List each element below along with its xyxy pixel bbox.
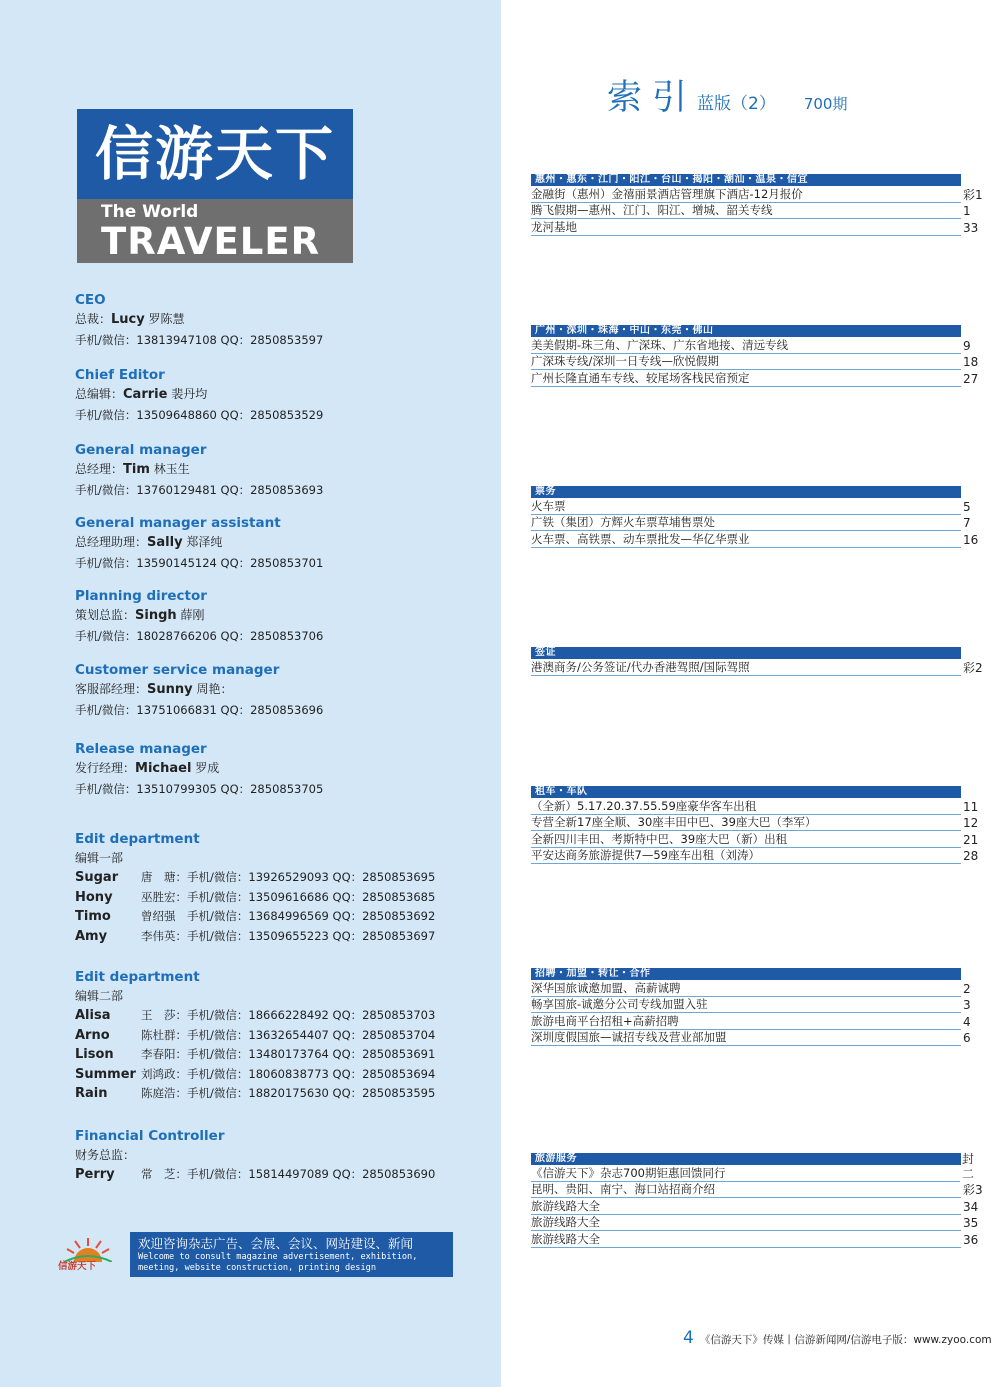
index-entry[interactable]: 旅游线路大全 34 (531, 1198, 979, 1214)
dept-member: Sugar 唐 瑭：手机/微信：13926529093 QQ：2850853695 (75, 870, 436, 885)
staff-name-line: 总经理助理：Sally 郑泽纯 (75, 535, 223, 550)
page-footer (683, 1328, 992, 1348)
index-entry[interactable]: 深圳度假国旅—诚招专线及营业部加盟 6 (531, 1030, 971, 1045)
staff-name-line: 发行经理：Michael 罗成 (75, 761, 220, 776)
staff-name-line: 总裁：Lucy 罗陈慧 (75, 312, 185, 327)
dept-member: Hony 巫胜宏：手机/微信：13509616686 QQ：2850853685 (75, 889, 436, 905)
staff-role: General manager assistant (75, 515, 281, 531)
small-logo (52, 1236, 126, 1278)
dept-role: Edit department (75, 831, 200, 847)
dept-member: Arno 陈杜群：手机/微信：13632654407 QQ：2850853704 (75, 1027, 436, 1043)
staff-gm-assistant (75, 514, 323, 573)
section-header: 招聘・加盟・转让・合作 (531, 968, 961, 980)
index-title-sub: 蓝版（2） (697, 94, 776, 114)
issue-number: 700期 (803, 95, 848, 113)
staff-contact: 手机/微信：13509648860 QQ：2850853529 (75, 408, 324, 422)
index-section (531, 968, 986, 1046)
index-entry[interactable]: （全新）5.17.20.37.55.59座豪华客车出租 11 (531, 798, 979, 814)
staff-name-line: 策划总监：Singh 薛刚 (75, 608, 205, 623)
index-section (531, 647, 986, 676)
masthead-logo (77, 109, 353, 263)
section-header: 租车・车队 (531, 786, 961, 798)
staff-role: Customer service manager (75, 662, 280, 678)
index-entry[interactable]: 深华国旅诚邀加盟、高薪诚聘 2 (531, 980, 971, 996)
dept-sub: 财务总监： (75, 1148, 136, 1162)
section-header: 惠州・惠东・江门・阳江・台山・揭阳・潮汕・温泉・信宜 (531, 174, 961, 186)
staff-name-line: 客服部经理：Sunny 周艳： (75, 682, 233, 697)
staff-contact: 手机/微信：13751066831 QQ：2850853696 (75, 703, 324, 717)
staff-role: General manager (75, 442, 207, 458)
staff-role: Planning director (75, 588, 207, 604)
index-section (531, 174, 986, 236)
dept-member: Alisa 王 莎：手机/微信：18666228492 QQ：2850853703 (75, 1008, 436, 1023)
index-entry[interactable]: 全新四川丰田、考斯特中巴、39座大巴（新）出租 21 (531, 831, 979, 847)
consult-banner (52, 1228, 454, 1278)
staff-release-manager (75, 740, 323, 799)
staff-role: Chief Editor (75, 367, 165, 383)
index-entry[interactable]: 腾飞假期—惠州、江门、阳江、增城、韶关专线 1 (531, 203, 971, 218)
index-section (531, 325, 986, 387)
index-title (607, 70, 847, 120)
banner-cn: 欢迎咨询杂志广告、会展、会议、网站建设、新闻 (138, 1236, 414, 1251)
index-section (531, 486, 986, 548)
financial-controller (75, 1127, 435, 1185)
staff-name-en: Michael (135, 761, 192, 776)
dept-member: Timo 曾绍强 手机/微信：13684996569 QQ：2850853692 (75, 909, 436, 924)
index-entry[interactable]: 火车票、高铁票、动车票批发—华亿华票业 16 (531, 531, 979, 547)
dept-sub: 编辑二部 (75, 989, 124, 1003)
section-header: 票务 (531, 486, 961, 498)
dept-member: Summer 刘鸿政：手机/微信：18060838773 QQ：2850853694 (75, 1066, 436, 1082)
index-entry[interactable]: 龙河基地 33 (531, 219, 979, 235)
staff-ceo (75, 291, 323, 350)
staff-contact: 手机/微信：13510799305 QQ：2850853705 (75, 782, 324, 796)
small-logo-text: 信游天下 (58, 1261, 97, 1272)
staff-name-en: Sunny (147, 682, 193, 697)
dept-role: Edit department (75, 969, 200, 985)
staff-name-en: Singh (135, 608, 177, 623)
staff-general-manager (75, 441, 323, 500)
index-entry[interactable]: 旅游线路大全 35 (531, 1215, 979, 1230)
index-entry[interactable]: 港澳商务/公务签证/代办香港驾照/国际驾照 彩2 (531, 659, 983, 675)
staff-contact: 手机/微信：13813947108 QQ：2850853597 (75, 333, 324, 347)
index-entry[interactable]: 美美假期-珠三角、广深珠、广东省地接、清远专线 9 (531, 337, 971, 353)
edit-department-2 (75, 968, 435, 1104)
logo-chinese: 信游天下 (77, 109, 353, 199)
staff-name-en: Lucy (111, 312, 145, 327)
index-entry[interactable]: 平安达商务旅游提供7—59座车出租（刘涛） 28 (531, 848, 979, 863)
index-entry[interactable]: 广州长隆直通车专线、较尾场客栈民宿预定 27 (531, 370, 979, 386)
dept-member: Lison 李春阳：手机/微信：13480173764 QQ：2850853691 (75, 1047, 436, 1062)
staff-name-line: 总经理：Tim 林玉生 (75, 462, 190, 477)
index-section (531, 1153, 986, 1248)
staff-name-en: Sally (147, 535, 183, 550)
index-entry[interactable]: 广深珠专线/深圳一日专线—欣悦假期 18 (531, 354, 979, 369)
dept-member: Amy 李伟英：手机/微信：13509655223 QQ：2850853697 (75, 928, 436, 944)
logo-the-world: The World (101, 202, 199, 222)
staff-planning-director (75, 587, 323, 646)
index-entry[interactable]: 金融街（惠州）金禧丽景酒店管理旗下酒店-12月报价 彩1 (531, 186, 983, 202)
staff-name-line: 总编辑：Carrie 裴丹均 (75, 387, 208, 402)
index-entry[interactable]: 旅游电商平台招租+高薪招聘 4 (531, 1013, 971, 1029)
banner-en-1: Welcome to consult magazine advertisement, exhibition, (138, 1252, 418, 1262)
dept-role: Financial Controller (75, 1128, 225, 1144)
staff-contact: 手机/微信：18028766206 QQ：2850853706 (75, 629, 324, 643)
banner-en-2: meeting, website construction, printing design (138, 1263, 376, 1273)
index-entry[interactable]: 火车票 5 (531, 498, 971, 514)
index-title-main: 索引 (607, 78, 698, 118)
dept-member: Rain 陈庭浩：手机/微信：18820175630 QQ：2850853595 (75, 1086, 436, 1101)
staff-role: CEO (75, 292, 106, 308)
banner-box (130, 1232, 453, 1277)
logo-traveler: TRAVELER (101, 220, 321, 263)
staff-contact: 手机/微信：13760129481 QQ：2850853693 (75, 483, 324, 497)
section-header: 签证 (531, 647, 961, 659)
section-header: 广州・深圳・珠海・中山・东莞・佛山 (531, 325, 961, 337)
dept-member: Perry 常 芝：手机/微信：15814497089 QQ：2850853690 (75, 1167, 436, 1182)
footer-text: 《信游天下》传媒丨信游新闻网/信游电子版：www.zyoo.com (699, 1334, 992, 1346)
staff-contact: 手机/微信：13590145124 QQ：2850853701 (75, 556, 324, 570)
logo-english-block (77, 199, 353, 263)
page-number: 4 (683, 1328, 694, 1348)
staff-name-en: Tim (123, 462, 150, 477)
index-entry[interactable]: 广铁（集团）方辉火车票草埔售票处 7 (531, 515, 971, 530)
staff-chief-editor (75, 366, 323, 425)
index-entry[interactable]: 旅游线路大全 36 (531, 1231, 979, 1247)
index-entry[interactable]: 专营全新17座全顺、30座丰田中巴、39座大巴（李军） 12 (531, 815, 979, 830)
staff-customer-service (75, 661, 323, 720)
index-entry[interactable]: 昆明、贵阳、南宁、海口站招商介绍 彩3 (531, 1182, 983, 1197)
staff-name-en: Carrie (123, 387, 168, 402)
index-section (531, 786, 986, 864)
staff-role: Release manager (75, 741, 207, 757)
edit-department-1 (75, 830, 435, 946)
dept-sub: 编辑一部 (75, 851, 124, 865)
section-header: 旅游服务 (531, 1153, 961, 1165)
index-entry[interactable]: 畅享国旅-诚邀分公司专线加盟入驻 3 (531, 997, 971, 1012)
index-entry[interactable]: 《信游天下》杂志700期钜惠回馈同行 封二 (531, 1151, 975, 1181)
